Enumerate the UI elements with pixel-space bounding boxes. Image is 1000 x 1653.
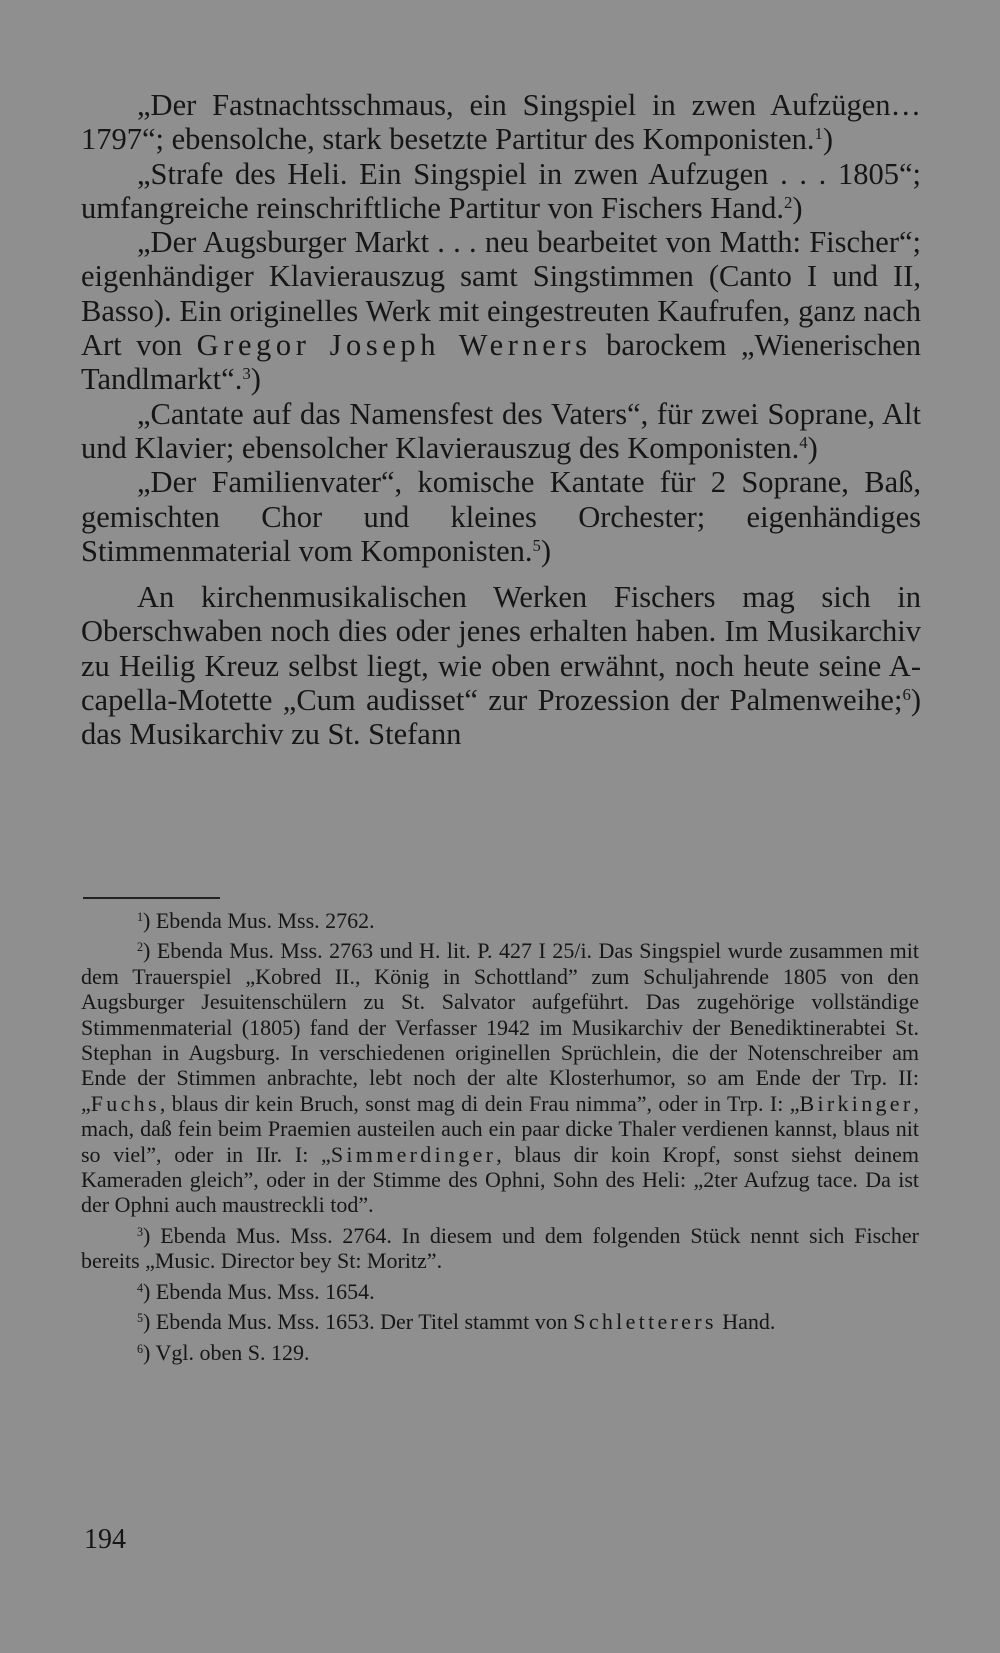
- footnote-4: $^4$) Ebenda Mus. Mss. 1654.: [137, 1278, 375, 1304]
- spaced-name: Gregor Joseph Werners: [196, 328, 592, 363]
- footnote-ref: 2: [783, 192, 793, 212]
- footnote-ref: 3: [242, 364, 251, 384]
- footnote-2: $^2$) Ebenda Mus. Mss. 2763 und H. lit. P. 427 I 25/i. Das Singspiel wurde zusammen mit dem Trauerspiel „Kobred II., König in Schottland” zum Schuljahrende 1805 von den Augsburger Jesuitenschülern zu St. Salvator aufgeführt. Das zugehörige vollständige Stimmenmaterial (1805) fand der Verfasser 1942 im Musikarchiv der Benediktinerabtei St. Stephan in Augsburg. In verschiedenen originellen Sprüchlein, die der Notenschreiber am Ende der Stimmen anbrachte, lebt noch der alte Klosterhumor, so am Ende der Trp. II: „Fuchs, blaus dir kein Bruch, sonst mag di dein Frau nimma”, oder in Trp. I: „Birkinger, mach, daß fein beim Praemien austeilen auch ein paar dicke Thaler verdienen kannst, blaus nit so viel”, oder in IIr. I: „Simmerdinger, blaus dir koin Kropf, sonst siehst deinem Kameraden gleich”, oder in der Stimme des Ophni, Sohn des Heli: „2ter Aufzug tace. Da ist der Ophni auch maustreckli tod”.: [81, 938, 919, 1218]
- footnote-5: $^5$) Ebenda Mus. Mss. 1653. Der Titel stammt von Schletterers Hand.: [137, 1309, 776, 1335]
- paragraph-kirchenmusik: An kirchenmusikalischen Werken Fischers mag sich in Oberschwaben noch dies oder jenes erhalten haben. Im Musikarchiv zu Heilig Kreuz selbst liegt, wie oben erwähnt, noch heute seine A-capella-Motette „Cum audisset“ zur Prozession der Palmenweihe;$^6$) das Musikarchiv zu St. Stefann: [81, 580, 921, 752]
- paragraph-fastnachtsschmaus: „Der Fastnachtsschmaus, ein Singspiel in zwen Aufzügen… 1797“; ebensolche, stark besetzte Partitur des Komponisten.$^1$): [81, 88, 921, 157]
- paragraph-augsburger-markt: „Der Augsburger Markt . . . neu bearbeitet von Matth: Fischer“; eigenhändiger Klavierauszug samt Singstimmen (Canto I und II, Basso). Ein originelles Werk mit eingestreuten Kaufrufen, ganz nach Art von Gregor Joseph Werners barockem „Wienerischen Tandlmarkt“.$^3$): [81, 225, 921, 397]
- footnote-3: $^3$) Ebenda Mus. Mss. 2764. In diesem und dem folgenden Stück nennt sich Fischer bereits „Music. Director bey St: Moritz”.: [81, 1222, 919, 1274]
- paragraph-strafe-des-heli: „Strafe des Heli. Ein Singspiel in zwen Aufzugen . . . 1805“; umfangreiche reinschriftliche Partitur von Fischers Hand.$^2$): [81, 156, 921, 225]
- footnotes: [81, 908, 919, 1365]
- footnote-ref: 1: [814, 124, 823, 144]
- footnote-separator: [83, 897, 220, 899]
- page-number: 194: [84, 1524, 126, 1555]
- paragraph-familienvater: „Der Familienvater“, komische Kantate für 2 Soprane, Baß, gemischten Chor und kleines Orchester; eigenhändiges Stimmenmaterial vom Komponisten.$^5$): [81, 465, 921, 568]
- footnote-ref: 5: [532, 535, 541, 555]
- paragraph-cantate: „Cantate auf das Namensfest des Vaters“, für zwei Soprane, Alt und Klavier; ebensolcher Klavierauszug des Komponisten.$^4$): [81, 396, 921, 465]
- footnote-6: $^6$) Vgl. oben S. 129.: [137, 1339, 310, 1365]
- footnote-ref: 4: [799, 432, 808, 452]
- footnote-ref: 6: [902, 684, 911, 704]
- main-text: [81, 88, 921, 752]
- footnote-1: $^1$) Ebenda Mus. Mss. 2762.: [137, 908, 375, 933]
